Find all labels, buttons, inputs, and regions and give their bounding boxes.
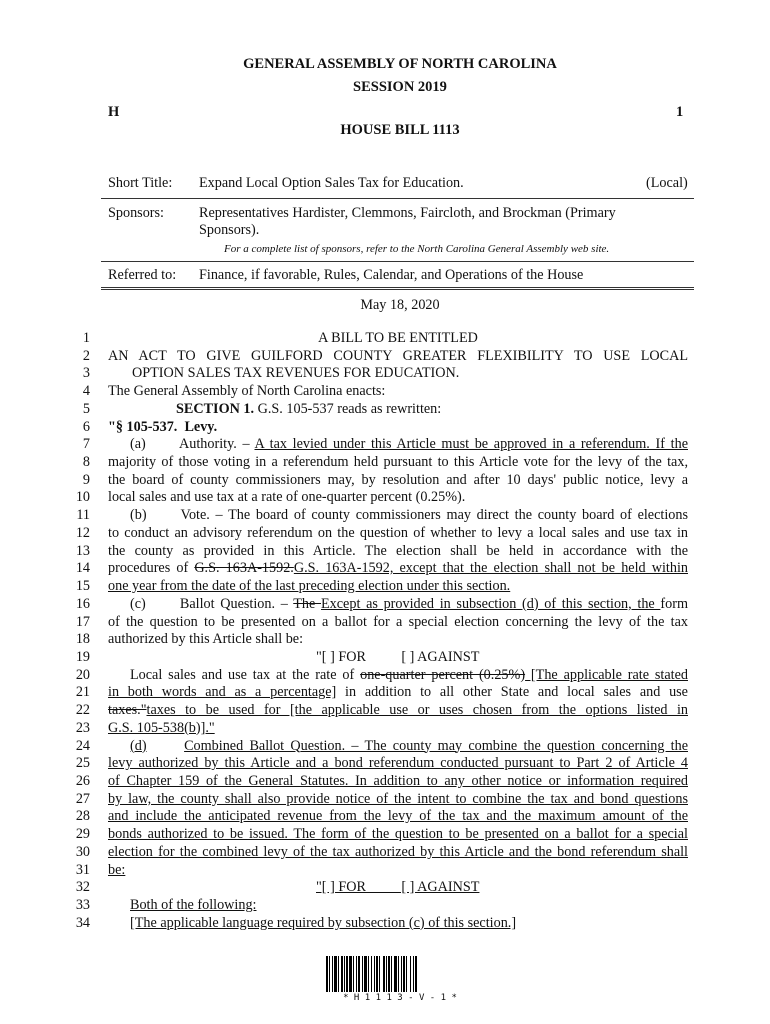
inserted-text: one year from the date of the last preceding election under this section.: [108, 578, 511, 595]
bill-line: [108, 649, 688, 666]
sponsors-line-2: Sponsors).: [199, 222, 260, 238]
bill-line: [108, 844, 688, 861]
inserted-text: and include the anticipated revenue from the levy of the tax and the maximum amount of the: [108, 808, 688, 825]
line-number: 2: [82, 347, 90, 364]
bill-line: [108, 614, 688, 631]
line-text: local sales and use tax at a rate of one-quarter percent (0.25%).: [108, 489, 466, 506]
bill-line: [108, 808, 688, 825]
inserted-text: Combined Ballot Question. – The county may combine the question concerning the: [184, 737, 688, 754]
line-text: the county as provided in this Article. The election shall be held in accordance with the: [108, 542, 688, 559]
line-number: 23: [75, 719, 90, 736]
line-text: majority of those voting in a referendum held pursuant to this Article vote for the levy of the tax,: [108, 454, 688, 471]
line-number: 3: [82, 365, 90, 382]
short-title-label: Short Title:: [108, 175, 173, 191]
line-number: 32: [75, 879, 90, 896]
inserted-text: bonds authorized to be issued. The form of the question to be presented on a ballot for a special: [108, 826, 688, 843]
line-text: to conduct an advisory referendum on the question of whether to levy a local sales and use tax in: [108, 524, 688, 541]
chamber-letter: H: [108, 104, 120, 120]
assembly-title: GENERAL ASSEMBLY OF NORTH CAROLINA: [243, 56, 557, 72]
inserted-text: [The applicable rate stated: [525, 666, 688, 683]
local-tag: (Local): [646, 175, 688, 191]
line-number: 12: [75, 524, 90, 541]
line-text: AN ACT TO GIVE GUILFORD COUNTY GREATER FLEXIBILITY TO USE LOCAL: [108, 347, 688, 364]
bill-line: [108, 879, 688, 896]
inserted-text: be:: [108, 861, 126, 878]
bill-number: HOUSE BILL 1113: [340, 122, 460, 138]
line-text: G.S. 105-537 reads as rewritten:: [254, 400, 442, 417]
inserted-text: levy authorized by this Article and a bond referendum conducted pursuant to Part 2 of Article 4: [108, 755, 688, 772]
line-text: A BILL TO BE ENTITLED: [318, 330, 478, 346]
line-number: 24: [75, 737, 90, 754]
bill-line: [108, 472, 688, 489]
bill-line: [108, 826, 688, 843]
line-number: 34: [75, 914, 90, 931]
deleted-text: one-quarter percent (0.25%): [360, 666, 526, 683]
sponsors-label: Sponsors:: [108, 205, 164, 221]
bill-line: [108, 773, 688, 790]
version-number: 1: [676, 104, 684, 120]
deleted-text: taxes.": [108, 702, 147, 719]
bill-line: [108, 330, 688, 347]
line-text: the board of county commissioners may, by resolution and after 10 days' public notice, levy a: [108, 471, 688, 488]
inserted-text: taxes to be used for [the applicable use or uses chosen from the options listed in: [146, 702, 688, 719]
bill-line: [108, 915, 688, 932]
line-text: OPTION SALES TAX REVENUES FOR EDUCATION.: [132, 365, 460, 382]
bill-line: [108, 436, 688, 453]
line-number: 19: [75, 648, 90, 665]
line-number: 14: [75, 560, 90, 577]
inserted-text: A tax levied under this Article must be approved in a referendum. If the: [254, 436, 688, 453]
bill-line: [108, 720, 688, 737]
line-number: 22: [75, 702, 90, 719]
line-number: 25: [75, 755, 90, 772]
line-text: (a) Authority. –: [130, 436, 255, 453]
line-number: 20: [75, 666, 90, 683]
line-number: 1: [82, 330, 90, 346]
deleted-text: The: [293, 595, 321, 612]
line-number: 29: [75, 826, 90, 843]
bill-line: [108, 596, 688, 613]
line-number: 17: [75, 613, 90, 630]
line-number: 15: [75, 578, 90, 595]
inserted-text: Both of the following:: [130, 897, 257, 914]
inserted-text: election for the combined levy of the tax authorized by this Article and the bond referendum shall: [108, 843, 688, 860]
inserted-text: Except as provided in subsection (d) of this section, the: [321, 595, 661, 612]
line-number: 10: [75, 489, 90, 506]
line-number: 8: [82, 454, 90, 471]
divider: [101, 287, 694, 288]
line-number: 4: [82, 383, 90, 400]
bill-line: [108, 702, 688, 719]
bill-date: May 18, 2020: [360, 297, 440, 313]
divider: [101, 198, 694, 199]
bill-line: [108, 684, 688, 701]
line-text: (b) Vote. – The board of county commissioners may direct the county board of elections: [130, 507, 688, 524]
line-text: procedures of: [108, 560, 195, 577]
bill-line: [108, 738, 688, 755]
bill-line: [108, 419, 688, 436]
bill-line: [108, 348, 688, 365]
inserted-text: "[ ] FOR [ ] AGAINST: [316, 879, 480, 896]
line-text: in addition to all other State and local sales and use: [336, 684, 688, 701]
bill-line: [108, 401, 688, 418]
inserted-text: by law, the county shall also provide notice of the intent to combine the tax and bond questions: [108, 790, 688, 807]
sponsors-note: For a complete list of sponsors, refer to the North Carolina General Assembly web site.: [224, 243, 610, 255]
line-text: of the question to be presented on a ballot for a special election concerning the levy of the tax: [108, 613, 688, 630]
bill-line: [108, 897, 688, 914]
bill-line: [108, 365, 688, 382]
divider: [101, 261, 694, 262]
bill-line: [108, 667, 688, 684]
line-number: 7: [82, 436, 90, 453]
line-number: 16: [75, 595, 90, 612]
bill-line: [108, 791, 688, 808]
bill-line: [108, 383, 688, 400]
sponsors-line-1: Representatives Hardister, Clemmons, Faircloth, and Brockman (Primary: [199, 205, 616, 221]
short-title: Expand Local Option Sales Tax for Education.: [199, 175, 464, 191]
barcode: [326, 956, 473, 992]
inserted-text: G.S. 105-538(b)].": [108, 719, 215, 736]
line-number: 5: [82, 400, 90, 417]
line-number: 9: [82, 471, 90, 488]
line-text: form: [660, 595, 688, 612]
line-number: 31: [75, 861, 90, 878]
barcode-bar: [417, 956, 418, 992]
line-text: "§ 105-537. Levy.: [108, 418, 218, 435]
line-number: 13: [75, 542, 90, 559]
line-number: 28: [75, 808, 90, 825]
line-number: 27: [75, 790, 90, 807]
inserted-text: of Chapter 159 of the General Statutes. In addition to any other notice or information required: [108, 773, 688, 789]
inserted-text: [The applicable language required by subsection (c) of this section.]: [130, 914, 517, 931]
inserted-text: (d): [130, 737, 147, 754]
bill-line: [108, 489, 688, 506]
line-text: SECTION 1.: [176, 400, 255, 417]
bill-line: [108, 543, 688, 560]
bill-line: [108, 560, 688, 577]
line-text: The General Assembly of North Carolina enacts:: [108, 383, 386, 400]
line-text: authorized by this Article shall be:: [108, 631, 304, 648]
line-text: "[ ] FOR [ ] AGAINST: [316, 648, 480, 665]
bill-line: [108, 631, 688, 648]
bill-line: [108, 862, 688, 879]
line-text: Local sales and use tax at the rate of: [130, 666, 361, 683]
referred-label: Referred to:: [108, 267, 177, 283]
line-number: 18: [75, 631, 90, 648]
divider: [101, 289, 694, 290]
bill-line: [108, 525, 688, 542]
line-number: 6: [82, 418, 90, 435]
session-title: SESSION 2019: [353, 79, 447, 95]
line-number: 33: [75, 897, 90, 914]
line-number: 21: [75, 684, 90, 701]
referred-to: Finance, if favorable, Rules, Calendar, and Operations of the House: [199, 267, 584, 283]
bill-line: [108, 755, 688, 772]
inserted-text: in both words and as a percentage]: [108, 684, 337, 701]
line-number: 11: [76, 507, 90, 524]
barcode-text: * H 1 1 1 3 - V - 1 *: [343, 993, 457, 1003]
inserted-text: G.S. 163A-1592, except that the election shall not be held within: [293, 560, 688, 577]
bill-line: [108, 507, 688, 524]
bill-line: [108, 578, 688, 595]
line-number: 30: [75, 843, 90, 860]
line-text: (c) Ballot Question. –: [130, 595, 294, 612]
line-number: 26: [75, 773, 90, 789]
bill-line: [108, 454, 688, 471]
line-text: [147, 738, 185, 754]
deleted-text: G.S. 163A-1592.: [194, 560, 294, 577]
